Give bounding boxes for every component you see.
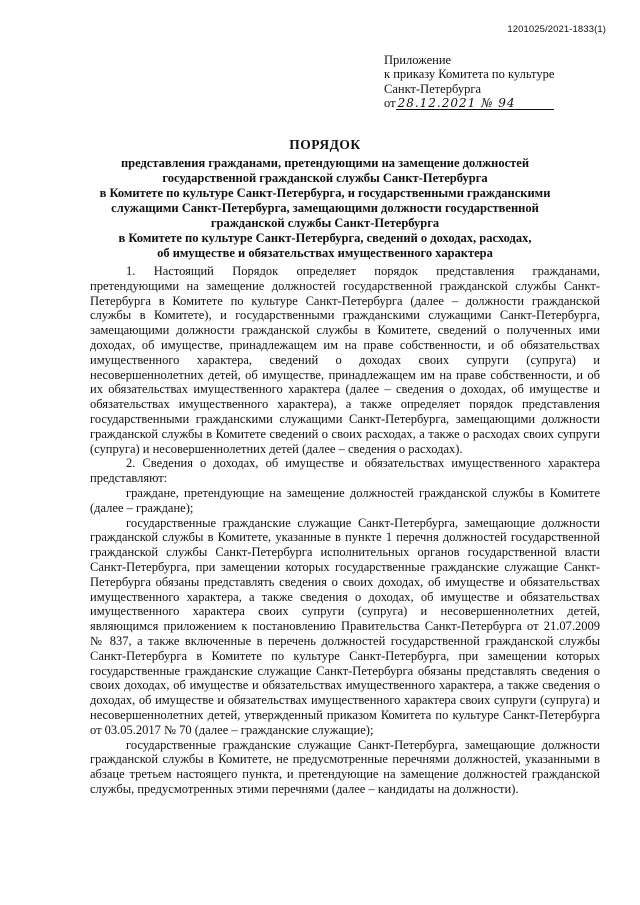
subtitle-line: представления гражданами, претендующими на замещение должностей: [120, 156, 530, 170]
subtitle-line: гражданской службы Санкт-Петербурга: [210, 216, 440, 230]
paragraph-candidates: государственные гражданские служащие Санкт-Петербурга, замещающие должности гражданской службы в Комитете, не предусмотренные перечнями должностей, указанными в абзаце третьем настоящего пункта, и претендующие на замещение должностей гражданской службы, предусмотренных этими перечнями (далее – кандидаты на должности).: [90, 737, 600, 796]
document-title: ПОРЯДОК: [289, 137, 361, 152]
attachment-note: [384, 53, 614, 111]
attachment-line: Приложение: [384, 53, 452, 67]
subtitle-line: государственной гражданской службы Санкт-Петербурга: [162, 171, 488, 185]
paragraph-civil-servants: государственные гражданские служащие Санкт-Петербурга, замещающие должности гражданской службы в Комитете, указанные в пункте 1 перечня должностей государственной гражданской службы Санкт-Петербурга исполнительных органов государственной власти Санкт-Петербурга, при замещении которых государственные гражданские служащие Санкт-Петербурга обязаны представлять сведения о своих доходах, об имуществе и обязательствах имущественного характера, а также сведения о доходах, об имуществе и обязательствах имущественного характера своих супруги (супруга) и несовершеннолетних детей, являющимся приложением к постановлению Правительства Санкт-Петербурга от 21.07.2009 № 837, а также включенные в перечень должностей государственной гражданской службы Санкт-Петербурга в Комитете по культуре Санкт-Петербурга, при замещении которых государственные гражданские служащие Санкт-Петербурга обязаны представлять сведения о своих доходах, об имуществе и обязательствах имущественного характера, а также сведения о доходах, об имуществе и обязательствах имущественного характера своих супруги (супруга) и несовершеннолетних детей, утвержденный приказом Комитета по культуре Санкт-Петербурга от 03.05.2017 № 70 (далее – гражданские служащие);: [90, 515, 600, 737]
attachment-line: к приказу Комитета по культуре: [384, 67, 555, 82]
document-title-block: [90, 137, 560, 261]
subtitle-line: в Комитете по культуре Санкт-Петербурга, и государственными гражданскими: [99, 186, 551, 200]
paragraph-1: 1. Настоящий Порядок определяет порядок представления гражданами, претендующими на замещение должностей государственной гражданской службы Санкт-Петербурга в Комитете по культуре Санкт-Петербурга (далее – должности гражданской службы в Комитете), и государственными гражданскими служащими Санкт-Петербурга, замещающими должности гражданской службы в Комитете, сведений о полученных ими доходах, об имуществе, принадлежащем им на праве собственности, и об обязательствах имущественного характера, сведений о доходах своих супруги (супруга) и несовершеннолетних детей, об имуществе, принадлежащем им на праве собственности, и об их обязательствах имущественного характера (далее – сведения о доходах, об имуществе и обязательствах имущественного характера), а также определяет порядок представления государственными гражданскими служащими Санкт-Петербурга, замещающими должности гражданской службы в Комитете сведений о своих расходах, а также о расходах своих супруги (супруга) и несовершеннолетних детей (далее – сведения о расходах).: [90, 264, 600, 456]
paragraph-2: 2. Сведения о доходах, об имуществе и обязательствах имущественного характера представляют:: [90, 456, 600, 486]
subtitle-line: в Комитете по культуре Санкт-Петербурга, сведений о доходах, расходах,: [118, 231, 532, 245]
document-body: [90, 264, 600, 797]
attachment-date-line: [384, 96, 614, 110]
document-registration-number: 1201025/2021-1833(1): [507, 24, 606, 35]
subtitle-line: служащими Санкт-Петербурга, замещающими должности государственной: [111, 201, 539, 215]
handwritten-date-number: 28.12.2021 № 94: [396, 97, 554, 110]
date-prefix: от: [384, 96, 396, 111]
paragraph-citizens: граждане, претендующие на замещение должностей гражданской службы в Комитете (далее – граждане);: [90, 485, 600, 515]
attachment-line: Санкт-Петербурга: [384, 81, 482, 96]
subtitle-line: об имуществе и обязательствах имущественного характера: [157, 246, 493, 260]
